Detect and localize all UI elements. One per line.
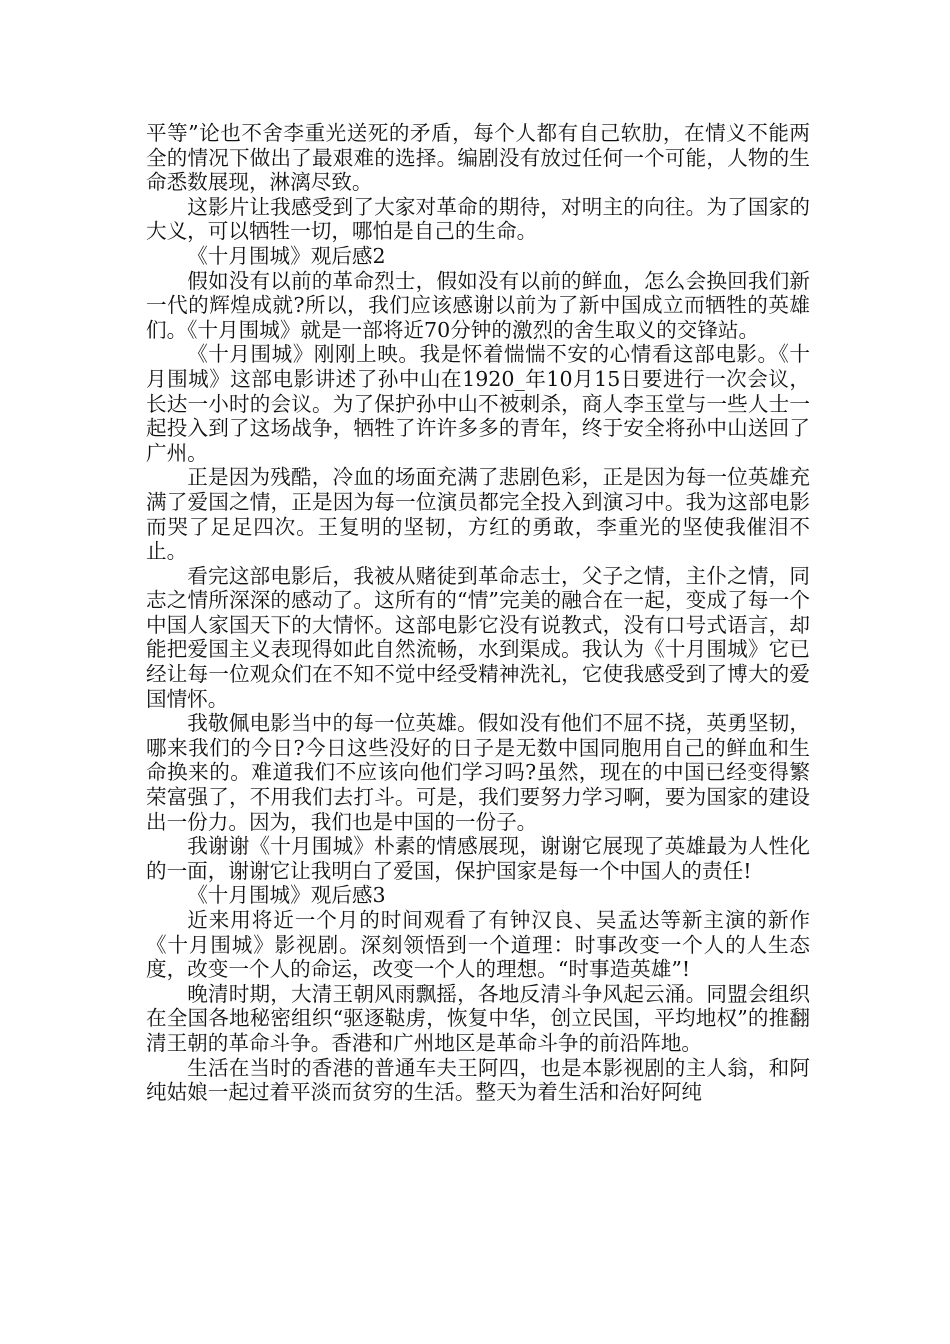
paragraph: 《十月围城》刚刚上映。我是怀着惴惴不安的心情看这部电影。《十月围城》这部电影讲述了孙中山在1920_年10月15日要进行一次会议，长达一小时的会议。为了保护孙中山不被刺杀，商人李玉堂与一些人士一起投入到了这场战争，牺牲了许许多多的青年，终于安全将孙中山送回了广州。	[146, 342, 810, 465]
paragraph: 生活在当时的香港的普通车夫王阿四，也是本影视剧的主人翁，和阿纯姑娘一起过着平淡而贫穷的生活。整天为着生活和治好阿纯	[146, 1055, 810, 1105]
paragraph: 平等”论也不舍李重光送死的矛盾，每个人都有自己软肋，在情义不能两全的情况下做出了最艰难的选择。编剧没有放过任何一个可能，人物的生命悉数展现，淋漓尽致。	[146, 121, 810, 195]
section-heading: 《十月围城》观后感2	[187, 243, 386, 268]
section-heading: 《十月围城》观后感3	[187, 883, 386, 908]
paragraph: 晚清时期，大清王朝风雨飘摇，各地反清斗争风起云涌。同盟会组织在全国各地秘密组织“驱逐鞑虏，恢复中华，创立民国，平均地权”的推翻清王朝的革命斗争。香港和广州地区是革命斗争的前沿阵地。	[146, 981, 810, 1055]
document-page	[146, 121, 810, 1105]
paragraph: 正是因为残酷，冷血的场面充满了悲剧色彩，正是因为每一位英雄充满了爱国之情，正是因为每一位演员都完全投入到演习中。我为这部电影而哭了足足四次。王复明的坚韧，方红的勇敢，李重光的坚使我催泪不止。	[146, 465, 810, 564]
paragraph: 看完这部电影后，我被从赌徒到革命志士，父子之情，主仆之情，同志之情所深深的感动了。这所有的“情”完美的融合在一起，变成了每一个中国人家国天下的大情怀。这部电影它没有说教式，没有口号式语言，却能把爱国主义表现得如此自然流畅，水到渠成。我认为《十月围城》它已经让每一位观众们在不知不觉中经受精神洗礼，它使我感受到了博大的爱国情怀。	[146, 563, 810, 711]
paragraph: 近来用将近一个月的时间观看了有钟汉良、吴孟达等新主演的新作《十月围城》影视剧。深刻领悟到一个道理：时事改变一个人的人生态度，改变一个人的命运，改变一个人的理想。“时事造英雄”!	[146, 908, 810, 982]
paragraph: 这影片让我感受到了大家对革命的期待，对明主的向往。为了国家的大义，可以牺牲一切，哪怕是自己的生命。	[146, 194, 810, 244]
paragraph: 我敬佩电影当中的每一位英雄。假如没有他们不屈不挠，英勇坚韧，哪来我们的今日?今日这些没好的日子是无数中国同胞用自己的鲜血和生命换来的。难道我们不应该向他们学习吗?虽然，现在的中国已经变得繁荣富强了，不用我们去打斗。可是，我们要努力学习啊，要为国家的建设出一份力。因为，我们也是中国的一份子。	[146, 711, 810, 834]
paragraph: 假如没有以前的革命烈士，假如没有以前的鲜血，怎么会换回我们新一代的辉煌成就?所以，我们应该感谢以前为了新中国成立而牺牲的英雄们。《十月围城》就是一部将近70分钟的激烈的舍生取义的交锋站。	[146, 268, 810, 342]
paragraph: 我谢谢《十月围城》朴素的情感展现，谢谢它展现了英雄最为人性化的一面，谢谢它让我明白了爱国，保护国家是每一个中国人的责任!	[146, 834, 810, 883]
